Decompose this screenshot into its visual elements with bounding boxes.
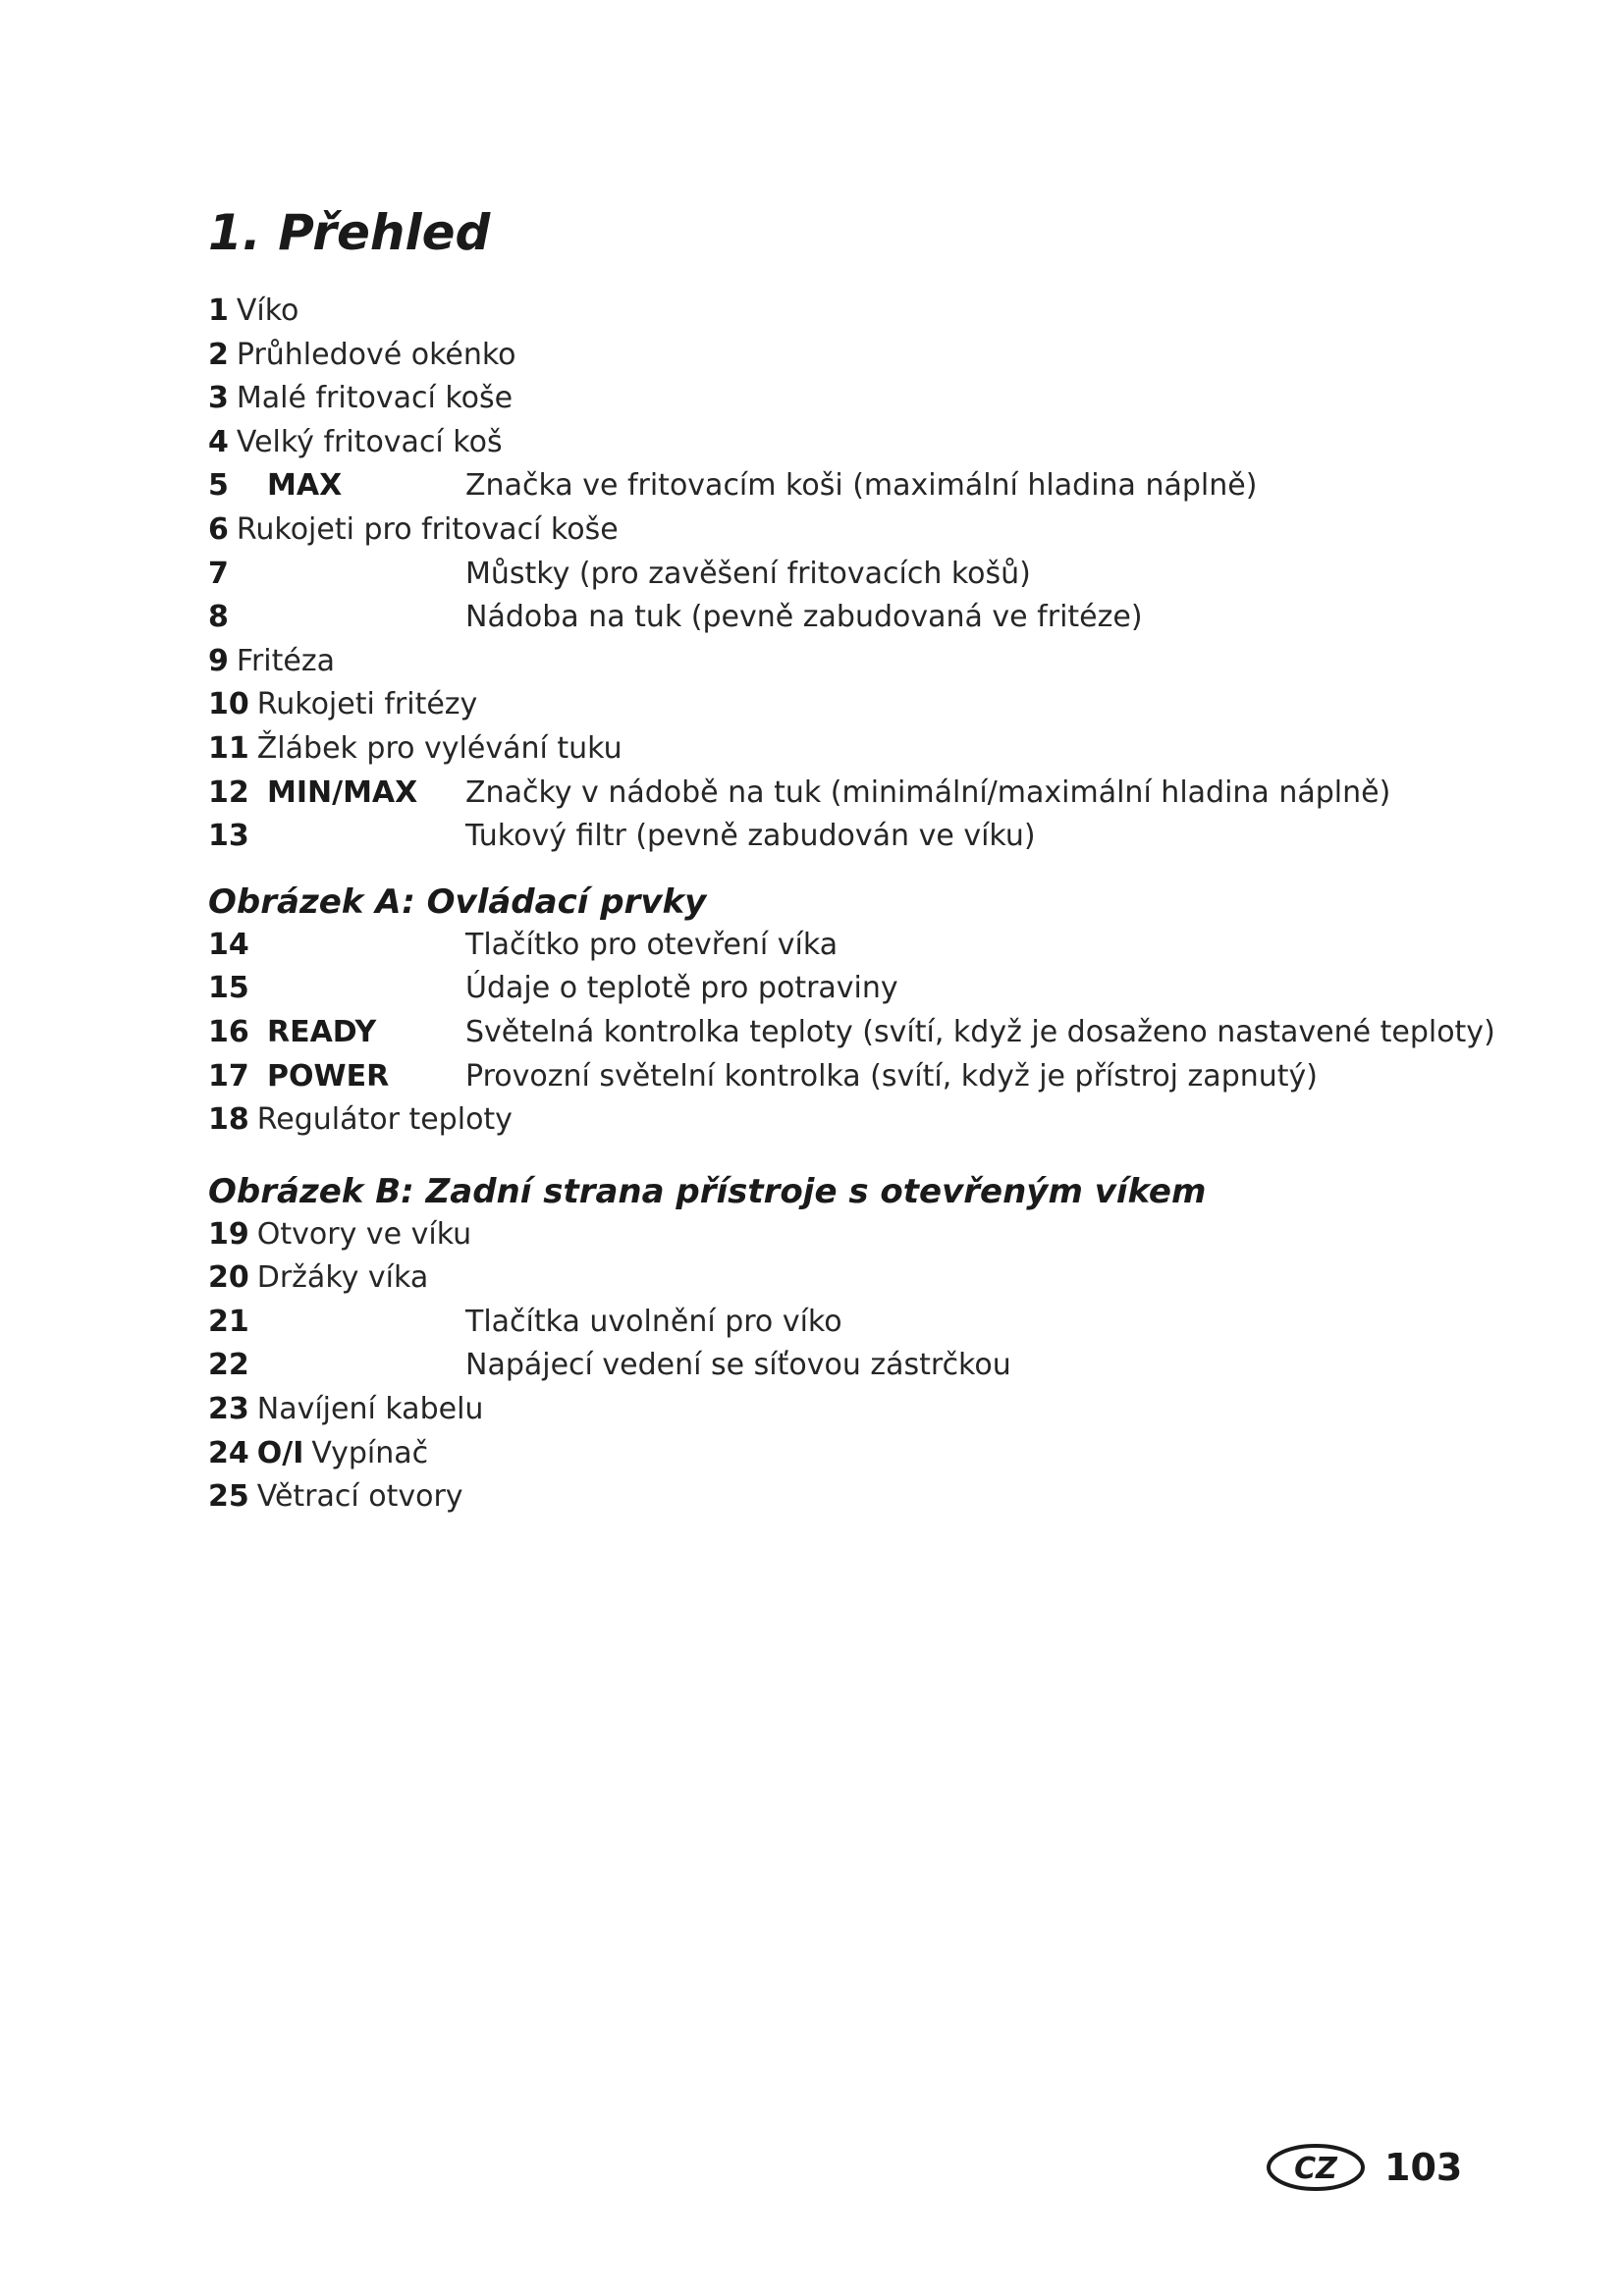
list-item: 21 Tlačítka uvolnění pro víko	[208, 1304, 842, 1339]
list-item: 5 MAX Značka ve fritovacím koši (maximální hladina náplně)	[208, 468, 1258, 504]
list-item: 7 Můstky (pro zavěšení fritovacích košů)	[208, 556, 1031, 591]
list-item: 2 Průhledové okénko	[208, 337, 516, 372]
list-item: 23 Navíjení kabelu	[208, 1392, 484, 1427]
page-footer	[1265, 2142, 1462, 2193]
manual-page	[208, 201, 1495, 1520]
list-item: 9 Fritéza	[208, 643, 335, 678]
country-badge-label: CZ	[1294, 2152, 1337, 2186]
list-item: 10 Rukojeti fritézy	[208, 687, 478, 722]
list-item: 17 POWER Provozní světelní kontrolka (svítí, když je přístroj zapnutý)	[208, 1058, 1318, 1094]
list-item: 22 Napájecí vedení se síťovou zástrčkou	[208, 1348, 1011, 1383]
list-item: 13 Tukový filtr (pevně zabudován ve víku)	[208, 819, 1036, 854]
list-item: 8 Nádoba na tuk (pevně zabudovaná ve fritéze)	[208, 600, 1143, 635]
section-a-heading: Obrázek A: Ovládací prvky	[208, 881, 707, 922]
country-badge-icon	[1265, 2142, 1367, 2193]
list-item: 11 Žlábek pro vylévání tuku	[208, 730, 623, 766]
section-b-heading: Obrázek B: Zadní strana přístroje s otevřeným víkem	[208, 1171, 1207, 1211]
page-number: 103	[1384, 2146, 1463, 2189]
section-a-list	[208, 924, 1495, 1143]
overview-list	[208, 290, 1485, 859]
list-item: 16 READY Světelná kontrolka teploty (svítí, když je dosaženo nastavené teploty)	[208, 1014, 1495, 1049]
list-item: 15 Údaje o teplotě pro potraviny	[208, 971, 898, 1006]
list-item: 24 O/I Vypínač	[208, 1435, 429, 1470]
list-item: 6 Rukojeti pro fritovací koše	[208, 511, 619, 547]
page-title: 1. Přehled	[208, 204, 491, 261]
list-item: 25 Větrací otvory	[208, 1479, 463, 1515]
section-b-list	[208, 1213, 1485, 1520]
list-item: 14 Tlačítko pro otevření víka	[208, 927, 839, 962]
list-item: 4 Velký fritovací koš	[208, 424, 503, 459]
list-item: 1 Víko	[208, 294, 299, 328]
list-item: 19 Otvory ve víku	[208, 1216, 472, 1252]
list-item: 3 Malé fritovací koše	[208, 381, 514, 416]
list-item: 12 MIN/MAX Značky v nádobě na tuk (minimální/maximální hladina náplně)	[208, 774, 1391, 810]
list-item: 20 Držáky víka	[208, 1260, 429, 1296]
list-item: 18 Regulátor teploty	[208, 1102, 513, 1138]
